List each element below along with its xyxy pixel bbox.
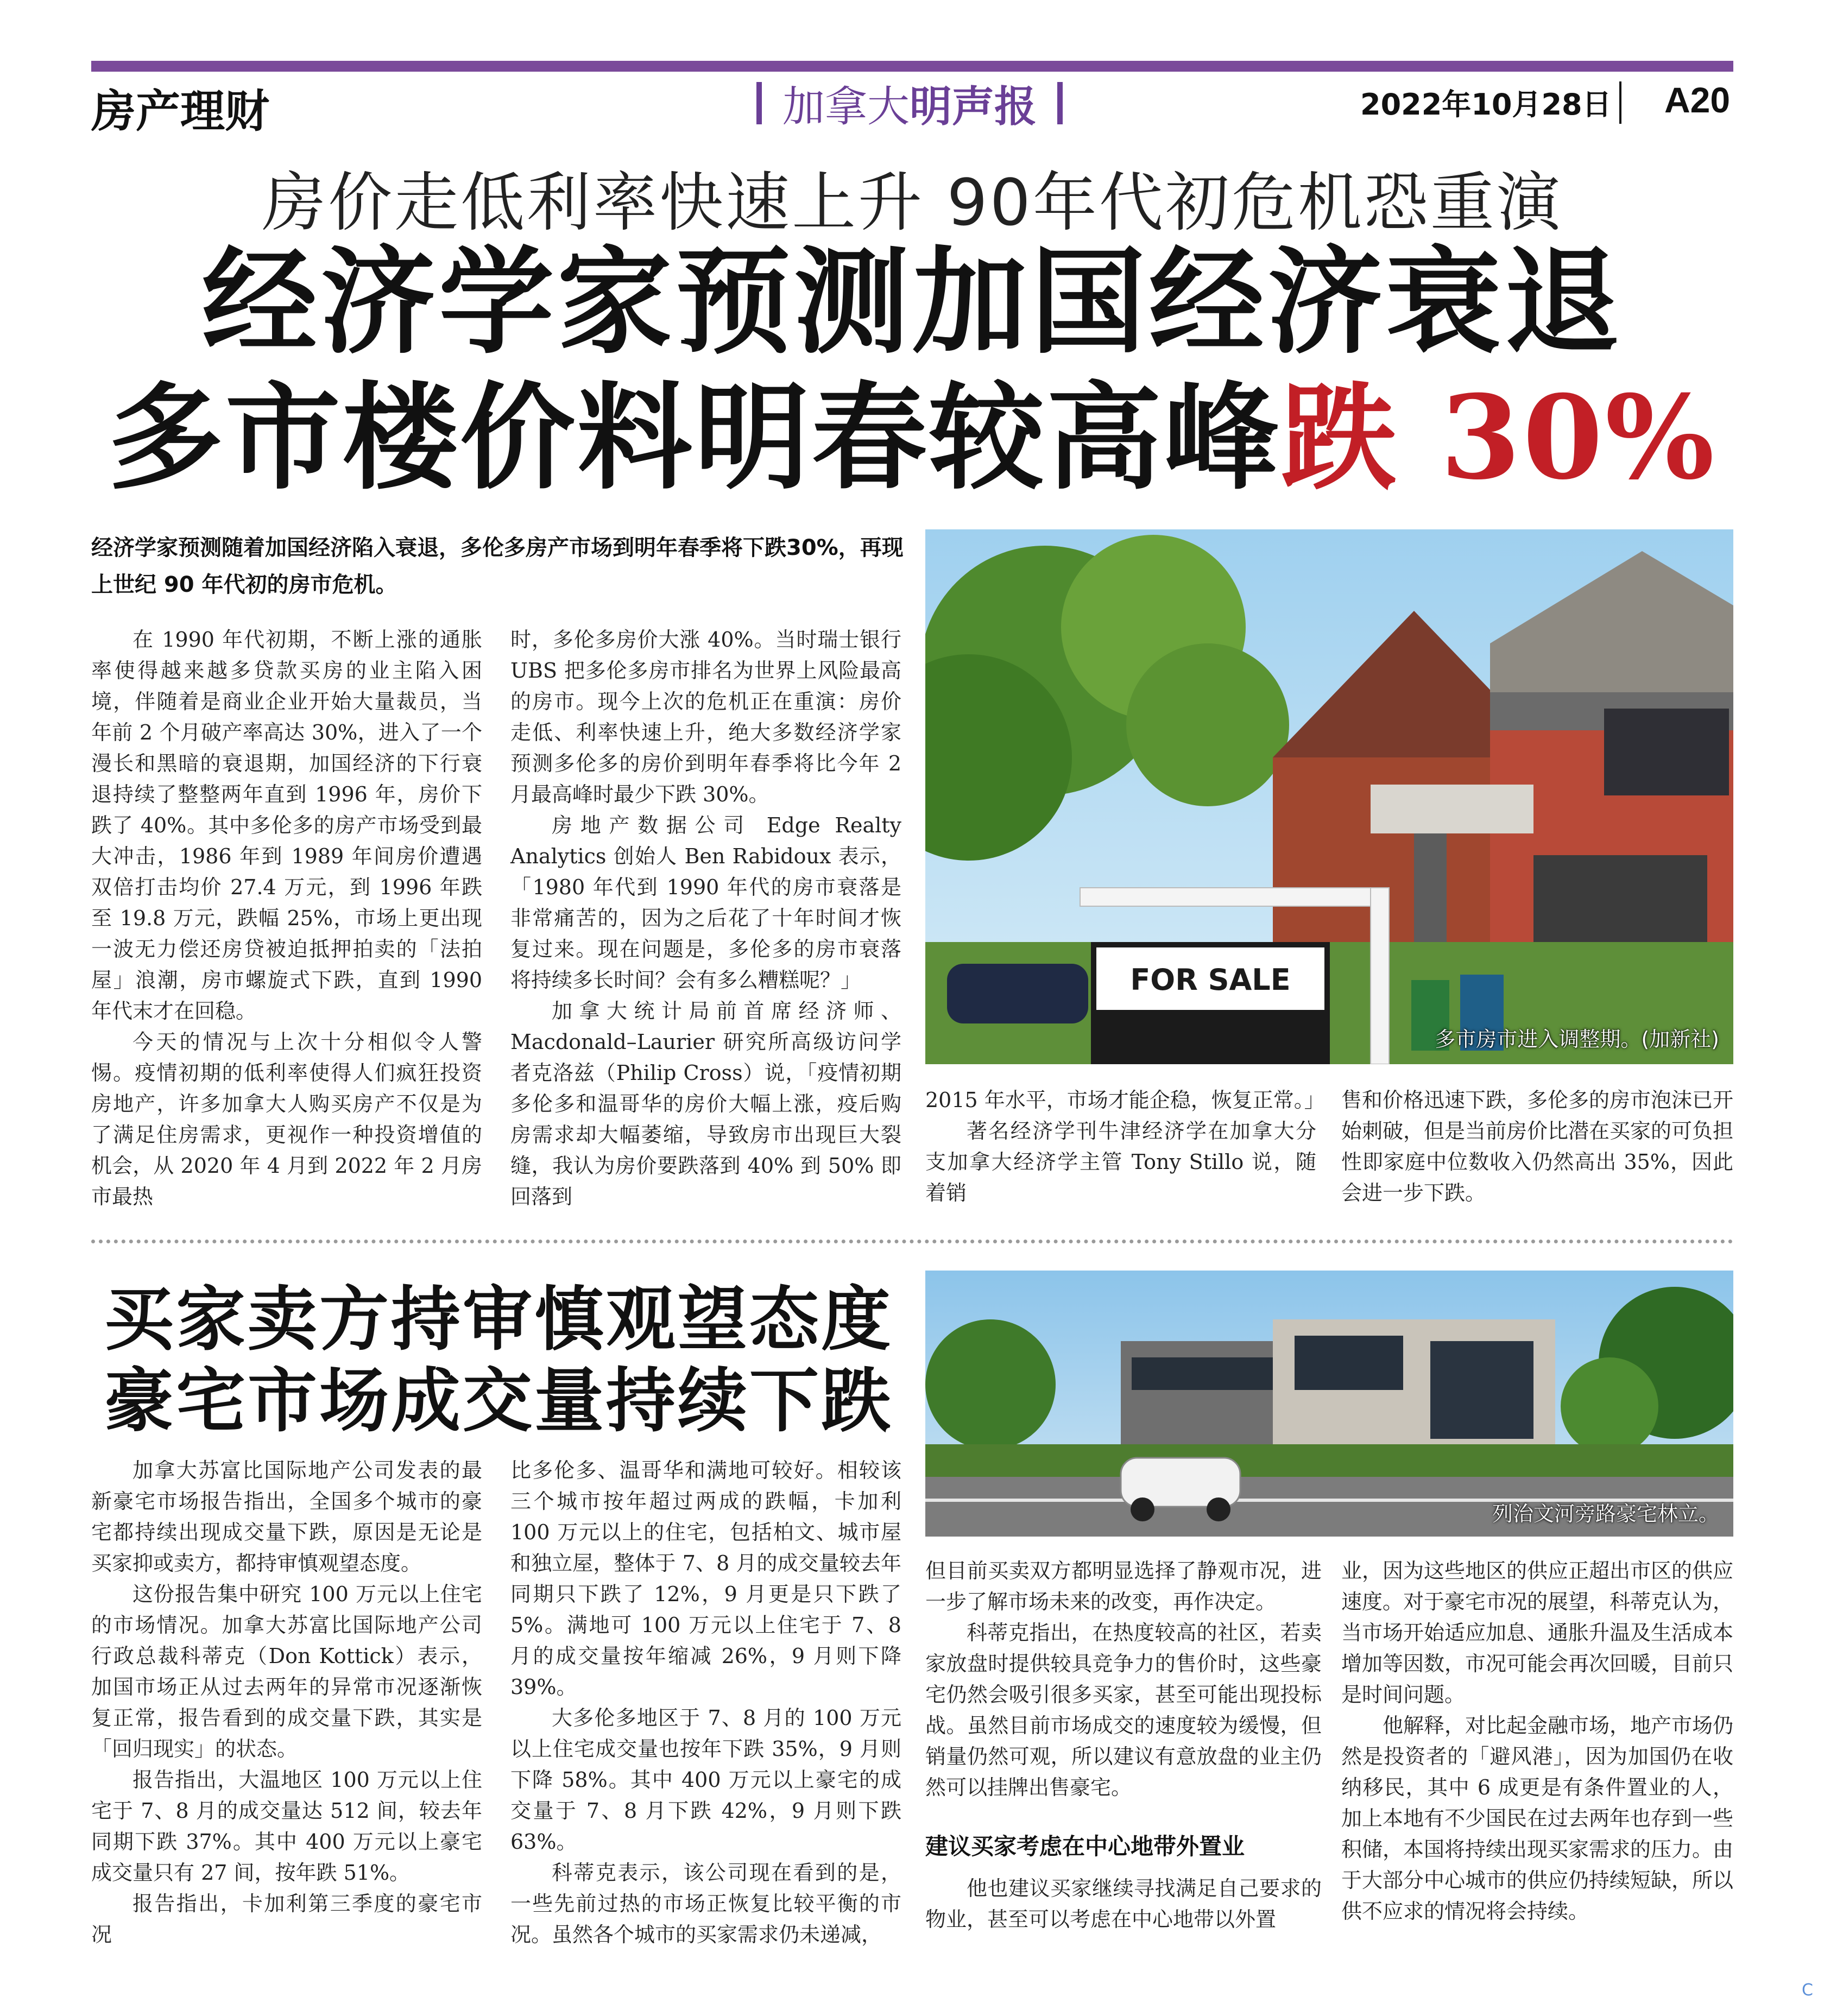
paragraph: 大多伦多地区于 7、8 月的 100 万元以上住宅成交量也按年下跌 35%，9 月则下降 58%。其中 400 万元以上豪宅的成交量于 7、8 月下跌 42%，9 月则下跌 63%。 (510, 1706, 901, 1854)
paragraph: 他也建议买家继续寻找满足自己要求的物业，甚至可以考虑在中心地带以外置 (925, 1876, 1322, 1931)
story2-headline-line1: 买家卖方持审慎观望态度 (104, 1279, 893, 1360)
story1-lede: 经济学家预测随着加国经济陷入衰退，多伦多房产市场到明年春季将下跌30%，再现上世纪 90 年代初的房市危机。 (91, 535, 904, 597)
date-separator (1619, 81, 1621, 124)
masthead-name: 明声报 (910, 83, 1037, 131)
paragraph: 但目前买卖双方都明显选择了静观市况，进一步了解市场未来的改变，再作决定。 (925, 1559, 1322, 1614)
paragraph: 加拿大统计局前首席经济师、Macdonald–Laurier 研究所高级访问学者克洛兹（Philip Cross）说，「疫情初期多伦多和温哥华的房价大幅上涨，疫后购房需求却大幅萎缩，导致房市出现巨大裂缝，我认为房价要跌落到 40% 到 50% 即回落到 (510, 999, 901, 1209)
luxury-homes-photo (925, 1271, 1733, 1537)
story1-column-3 (925, 1085, 1325, 1209)
paragraph: 科蒂克表示，该公司现在看到的是，一些先前过热的市场正恢复比较平衡的市况。虽然各个城市的买家需求仍未递减， (510, 1861, 901, 1947)
story2-subhead: 建议买家考虑在中心地带外置业 (925, 1833, 1245, 1860)
page-number: A20 (1664, 80, 1731, 120)
story1-headline-line2-main: 多市楼价料明春较高峰 (108, 370, 1281, 505)
paragraph: 房地产数据公司 Edge Realty Analytics 创始人 Ben Rabidoux 表示，「1980 年代到 1990 年代的房市衰落是非常痛苦的，因为之后花了十年时间才恢复过来。现在问题是，多伦多的房市衰落将持续多长时间？会有多么糟糕呢？」 (510, 813, 901, 992)
story1-column-2 (510, 624, 901, 1212)
photo1-caption: 多市房市进入调整期。(加新社) (1435, 1027, 1719, 1051)
paragraph: 售和价格迅速下跌，多伦多的房市泡沫已开始刺破，但是当前房价比潜在买家的可负担性即家庭中位数收入仍然高出 35%，因此会进一步下跌。 (1341, 1088, 1734, 1205)
masthead-bar-right (1057, 82, 1063, 124)
story2-column-4 (1341, 1556, 1733, 1927)
masthead (736, 76, 1083, 130)
story2-headline-line2: 豪宅市场成交量持续下跌 (104, 1360, 893, 1442)
house-photo-illustration (925, 529, 1733, 1064)
paragraph: 报告指出，卡加利第三季度的豪宅市况 (91, 1892, 482, 1947)
paragraph: 报告指出，大温地区 100 万元以上住宅于 7、8 月的成交量达 512 间，较去年同期下跌 37%。其中 400 万元以上豪宅成交量只有 27 间，按年跌 51%。 (91, 1768, 482, 1885)
masthead-prefix: 加拿大 (782, 83, 910, 131)
story2-headline (91, 1279, 906, 1442)
story2-column-3 (925, 1556, 1322, 1803)
paragraph: 比多伦多、温哥华和满地可较好。相较该三个城市按年超过两成的跌幅，卡加利 100 万元以上的住宅，包括柏文、城市屋和独立屋，整体于 7、8 月的成交量较去年同期只下跌了 12%，9 月更是只下跌了 5%。满地可 100 万元以上住宅于 7、8 月的成交量按年缩减 26%，9 月则下降 39%。 (510, 1458, 901, 1699)
photo2-caption: 列治文河旁路豪宅林立。 (1492, 1502, 1719, 1526)
story-divider (91, 1240, 1733, 1243)
story1-headline-line2-red: 跌 30% (1280, 370, 1717, 505)
house-for-sale-photo (925, 529, 1733, 1064)
issue-date: 2022年10月28日 (1360, 87, 1612, 122)
story1-kicker: 房价走低利率快速上升 90年代初危机恐重演 (262, 165, 1563, 240)
paragraph: 加拿大苏富比国际地产公司发表的最新豪宅市场报告指出，全国多个城市的豪宅都持续出现成交量下跌，原因是无论是买家抑或卖方，都持审慎观望态度。 (91, 1458, 482, 1575)
masthead-bar-left (756, 82, 762, 124)
paragraph: 业，因为这些地区的供应正超出市区的供应速度。对于豪宅市况的展望，科蒂克认为，当市场开始适应加息、通胀升温及生活成本增加等因数，市况可能会再次回暖，目前只是时间问题。 (1341, 1559, 1734, 1707)
story1-headline-line1: 经济学家预测加国经济衰退 (202, 234, 1623, 369)
corner-mark: C (1802, 1981, 1813, 2000)
for-sale-sign-text: FOR SALE (1130, 963, 1291, 997)
paragraph: 2015 年水平，市场才能企稳，恢复正常。」 (925, 1088, 1325, 1112)
story1-column-1 (91, 624, 482, 1212)
paragraph: 著名经济学刊牛津经济学在加拿大分支加拿大经济学主管 Tony Stillo 说，随着销 (925, 1119, 1316, 1205)
paragraph: 他解释，对比起金融市场，地产市场仍然是投资者的「避风港」，因为加国仍在收纳移民，其中 6 成更是有条件置业的人，加上本地有不少国民在过去两年也存到一些积储，本国将持续出现买家需求的压力。由于大部分中心城市的供应仍持续短缺，所以供不应求的情况将会持续。 (1341, 1714, 1734, 1923)
paragraph: 时，多伦多房价大涨 40%。当时瑞士银行 UBS 把多伦多房市排名为世界上风险最高的房市。现今上次的危机正在重演：房价走低、利率快速上升，绝大多数经济学家预测多伦多的房价到明年春季将比今年 2 月最高峰时最少下跌 30%。 (510, 628, 901, 806)
story1-headline-line2 (91, 370, 1733, 505)
top-accent-bar (91, 61, 1733, 72)
section-label: 房产理财 (91, 85, 270, 137)
paragraph: 这份报告集中研究 100 万元以上住宅的市场情况。加拿大苏富比国际地产公司行政总裁科蒂克（Don Kottick）表示，加国市场正从过去两年的异常市况逐渐恢复正常，报告看到的成交量下跌，其实是「回归现实」的状态。 (91, 1582, 482, 1761)
story2-column-1 (91, 1455, 482, 1950)
paragraph: 在 1990 年代初期，不断上涨的通胀率使得越来越多贷款买房的业主陷入困境，伴随着是商业企业开始大量裁员，当年前 2 个月破产率高达 30%，进入了一个漫长和黑暗的衰退期，加国经济的下行衰退持续了整整两年直到 1996 年，房价下跌了 40%。其中多伦多的房产市场受到最大冲击，1986 年到 1989 年间房价遭遇双倍打击均价 27.4 万元，到 1996 年跌至 19.8 万元，跌幅 25%，市场上更出现一波无力偿还房贷被迫抵押拍卖的「法拍屋」浪潮，房市螺旋式下跌，直到 1990 年代末才在回稳。 (91, 628, 482, 1023)
story2-column-3-continued (925, 1873, 1322, 1935)
story1-column-4 (1341, 1085, 1733, 1209)
paragraph: 今天的情况与上次十分相似令人警惕。疫情初期的低利率使得人们疯狂投资房地产，许多加拿大人购买房产不仅是为了满足住房需求，更视作一种投资增值的机会，从 2020 年 4 月到 2022 年 2 月房市最热 (91, 1030, 482, 1209)
paragraph: 科蒂克指出，在热度较高的社区，若卖家放盘时提供较具竞争力的售价时，这些豪宅仍然会吸引很多买家，甚至可能出现投标战。虽然目前市场成交的速度较为缓慢，但销量仍然可观，所以建议有意放盘的业主仍然可以挂牌出售豪宅。 (925, 1621, 1322, 1799)
story2-column-2 (510, 1455, 901, 1950)
